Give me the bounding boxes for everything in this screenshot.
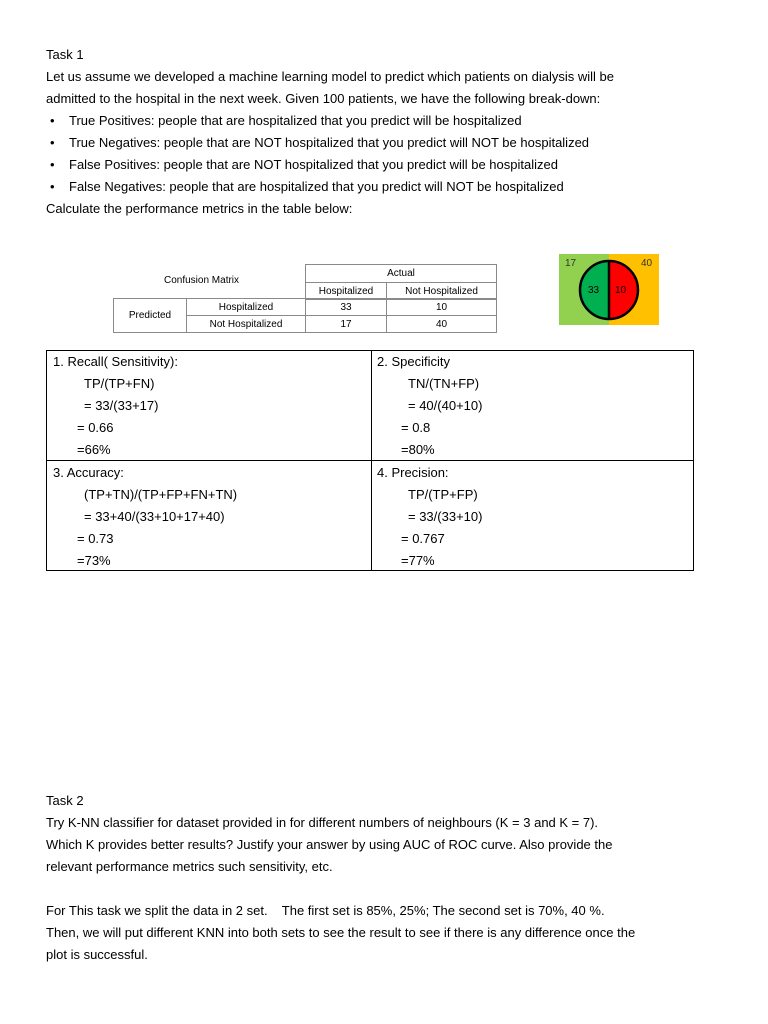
bullet-marker: •	[50, 157, 55, 172]
venn-tp-value: 33	[588, 285, 600, 296]
metric-line: TP/(TP+FP)	[408, 487, 478, 502]
metric-title: 4. Precision:	[377, 465, 449, 480]
metric-line: = 40/(40+10)	[408, 398, 483, 413]
bullet-marker: •	[50, 179, 55, 194]
task2-line4: For This task we split the data in 2 set. The first set is 85%, 25%; The second set is 70%, 40 %.	[46, 903, 605, 918]
cell-tp: 33	[306, 299, 387, 316]
cell-tn: 40	[387, 316, 497, 333]
venn-fp-value: 10	[615, 285, 627, 296]
task1-heading: Task 1	[46, 47, 84, 62]
bullet-marker: •	[50, 113, 55, 128]
metrics-table	[46, 350, 694, 571]
bullet-true-positives: True Positives: people that are hospitalized that you predict will be hospitalized	[69, 113, 522, 128]
row-header-hospitalized: Hospitalized	[187, 299, 306, 316]
metric-line: = 33/(33+17)	[84, 398, 159, 413]
venn-tn-value: 40	[641, 258, 653, 269]
metric-line: TN/(TN+FP)	[408, 376, 480, 391]
cell-fp: 10	[387, 299, 497, 316]
metric-title: 2. Specificity	[377, 354, 450, 369]
task2-line2: Which K provides better results? Justify your answer by using AUC of ROC curve. Also provide the	[46, 837, 613, 852]
metric-line: =77%	[401, 553, 435, 568]
row-header-not-hospitalized: Not Hospitalized	[187, 316, 306, 333]
metric-line: = 0.8	[401, 420, 431, 435]
metric-line: = 33/(33+10)	[408, 509, 483, 524]
metric-line: (TP+TN)/(TP+FP+FN+TN)	[84, 487, 238, 502]
metric-line: =73%	[77, 553, 111, 568]
metric-line: =66%	[77, 442, 111, 457]
predicted-label: Predicted	[114, 299, 187, 333]
bullet-marker: •	[50, 135, 55, 150]
metric-line: = 0.66	[77, 420, 114, 435]
table-divider-horizontal	[47, 460, 693, 461]
metric-title: 1. Recall( Sensitivity):	[53, 354, 178, 369]
confusion-matrix-body	[113, 298, 497, 333]
bullet-false-negatives: False Negatives: people that are hospitalized that you predict will NOT be hospitalized	[69, 179, 564, 194]
confusion-matrix-header	[305, 264, 497, 300]
metric-line: = 0.767	[401, 531, 445, 546]
task2-line5: Then, we will put different KNN into both sets to see the result to see if there is any difference once the	[46, 925, 636, 940]
venn-diagram	[559, 254, 659, 325]
bullet-false-positives: False Positives: people that are NOT hospitalized that you predict will be hospitalized	[69, 157, 558, 172]
task2-line3: relevant performance metrics such sensitivity, etc.	[46, 859, 333, 874]
metric-line: TP/(TP+FN)	[84, 376, 155, 391]
task1-intro-line2: admitted to the hospital in the next week. Given 100 patients, we have the following break-down:	[46, 91, 601, 106]
task2-line1: Try K-NN classifier for dataset provided in for different numbers of neighbours (K = 3 and K = 7).	[46, 815, 599, 830]
metric-line: =80%	[401, 442, 435, 457]
task1-intro-line1: Let us assume we developed a machine learning model to predict which patients on dialysis will be	[46, 69, 614, 84]
confusion-matrix-title: Confusion Matrix	[164, 275, 240, 286]
actual-label: Actual	[306, 265, 497, 283]
metric-title: 3. Accuracy:	[53, 465, 124, 480]
col-header-not-hospitalized: Not Hospitalized	[387, 283, 497, 300]
cell-fn: 17	[306, 316, 387, 333]
venn-fn-value: 17	[565, 258, 577, 269]
bullet-true-negatives: True Negatives: people that are NOT hospitalized that you predict will NOT be hospitalized	[69, 135, 590, 150]
task2-line6: plot is successful.	[46, 947, 148, 962]
col-header-hospitalized: Hospitalized	[306, 283, 387, 300]
metric-line: = 33+40/(33+10+17+40)	[84, 509, 225, 524]
metric-line: = 0.73	[77, 531, 114, 546]
task2-heading: Task 2	[46, 793, 84, 808]
task1-instruction: Calculate the performance metrics in the table below:	[46, 201, 353, 216]
